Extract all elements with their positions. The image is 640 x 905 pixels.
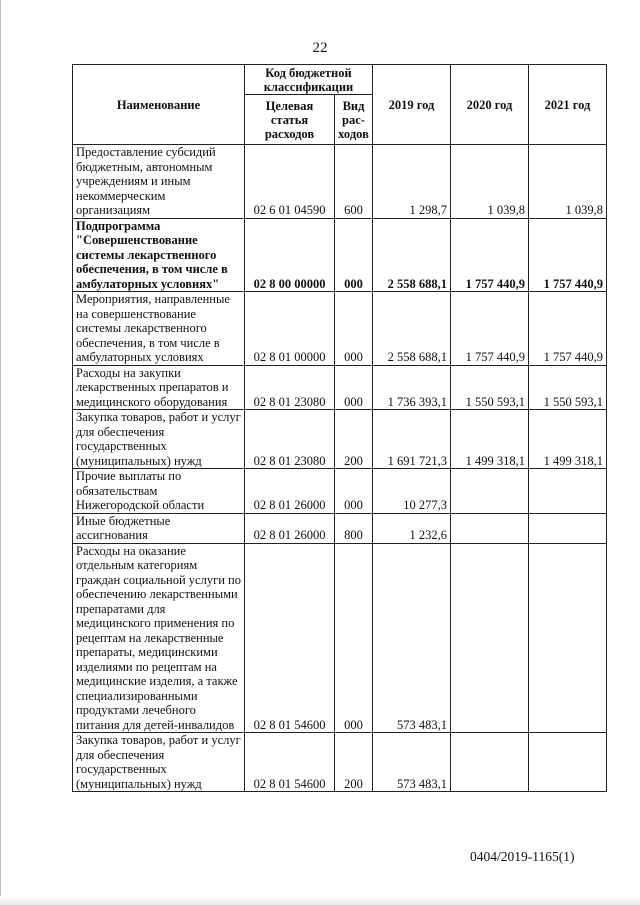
row-code: 02 8 00 00000 xyxy=(245,218,335,292)
table-row xyxy=(73,469,607,514)
row-code: 02 8 01 00000 xyxy=(245,292,335,366)
document-code: 0404/2019-1165(1) xyxy=(470,849,575,864)
row-2021: 1 757 440,9 xyxy=(529,218,607,292)
budget-table xyxy=(72,64,607,792)
row-2020 xyxy=(451,543,529,733)
row-name: Расходы на оказание отдельным категориям граждан социальной услуги по обеспечению лекарственными препаратами для медицинского применения по рецептам на лекарственные препараты, медицинскими изделиями по рецептам на медицинские изделия, а также специализированными продуктами лечебного питания для детей-инвалидов xyxy=(73,543,245,733)
row-2021: 1 550 593,1 xyxy=(529,365,607,410)
table-row xyxy=(73,218,607,292)
row-kind: 000 xyxy=(335,543,373,733)
row-2021 xyxy=(529,513,607,543)
row-2019: 1 691 721,3 xyxy=(373,410,451,469)
scan-bottom-edge xyxy=(0,896,640,905)
row-2021: 1 757 440,9 xyxy=(529,292,607,366)
row-name: Мероприятия, направленные на совершенствование системы лекарственного обеспечения, в том числе в амбулаторных условиях xyxy=(73,292,245,366)
row-2019: 2 558 688,1 xyxy=(373,218,451,292)
row-code: 02 8 01 26000 xyxy=(245,513,335,543)
row-kind: 000 xyxy=(335,365,373,410)
table-row xyxy=(73,733,607,792)
row-2019: 573 483,1 xyxy=(373,733,451,792)
row-2019: 1 298,7 xyxy=(373,145,451,219)
row-name: Закупка товаров, работ и услуг для обеспечения государственных (муниципальных) нужд xyxy=(73,733,245,792)
row-kind: 800 xyxy=(335,513,373,543)
row-name: Прочие выплаты по обязательствам Нижегородской области xyxy=(73,469,245,514)
row-2020 xyxy=(451,733,529,792)
row-code: 02 6 01 04590 xyxy=(245,145,335,219)
row-2019: 10 277,3 xyxy=(373,469,451,514)
table-row xyxy=(73,145,607,219)
page-number: 22 xyxy=(312,40,328,56)
row-kind: 200 xyxy=(335,410,373,469)
header-budget-code: Код бюджетной классификации xyxy=(245,65,373,95)
table-row xyxy=(73,513,607,543)
row-code: 02 8 01 54600 xyxy=(245,733,335,792)
row-code: 02 8 01 54600 xyxy=(245,543,335,733)
table-row xyxy=(73,543,607,733)
row-name: Подпрограмма "Совершенствование системы лекарственного обеспечения, в том числе в амбулаторных условиях" xyxy=(73,218,245,292)
header-2020: 2020 год xyxy=(451,65,529,145)
header-2021: 2021 год xyxy=(529,65,607,145)
header-name: Наименование xyxy=(73,65,245,145)
table-row xyxy=(73,410,607,469)
row-name: Закупка товаров, работ и услуг для обеспечения государственных (муниципальных) нужд xyxy=(73,410,245,469)
row-2019: 573 483,1 xyxy=(373,543,451,733)
scan-edge xyxy=(0,0,1,905)
row-code: 02 8 01 26000 xyxy=(245,469,335,514)
row-2019: 1 232,6 xyxy=(373,513,451,543)
row-2021 xyxy=(529,733,607,792)
row-code: 02 8 01 23080 xyxy=(245,410,335,469)
header-expense-kind: Вид рас-ходов xyxy=(335,95,373,145)
row-2020: 1 039,8 xyxy=(451,145,529,219)
header-target-item: Целевая статья расходов xyxy=(245,95,335,145)
row-2020 xyxy=(451,469,529,514)
row-2020 xyxy=(451,513,529,543)
row-kind: 000 xyxy=(335,218,373,292)
header-2019: 2019 год xyxy=(373,65,451,145)
row-code: 02 8 01 23080 xyxy=(245,365,335,410)
row-name: Иные бюджетные ассигнования xyxy=(73,513,245,543)
row-name: Предоставление субсидий бюджетным, автономным учреждениям и иным некоммерческим организациям xyxy=(73,145,245,219)
row-2021 xyxy=(529,469,607,514)
row-2021: 1 039,8 xyxy=(529,145,607,219)
table-row xyxy=(73,292,607,366)
row-2020: 1 757 440,9 xyxy=(451,292,529,366)
row-name: Расходы на закупки лекарственных препаратов и медицинского оборудования xyxy=(73,365,245,410)
row-kind: 200 xyxy=(335,733,373,792)
row-kind: 600 xyxy=(335,145,373,219)
row-2021: 1 499 318,1 xyxy=(529,410,607,469)
row-kind: 000 xyxy=(335,292,373,366)
row-2020: 1 499 318,1 xyxy=(451,410,529,469)
row-kind: 000 xyxy=(335,469,373,514)
row-2019: 1 736 393,1 xyxy=(373,365,451,410)
table-row xyxy=(73,365,607,410)
row-2019: 2 558 688,1 xyxy=(373,292,451,366)
row-2021 xyxy=(529,543,607,733)
row-2020: 1 550 593,1 xyxy=(451,365,529,410)
row-2020: 1 757 440,9 xyxy=(451,218,529,292)
